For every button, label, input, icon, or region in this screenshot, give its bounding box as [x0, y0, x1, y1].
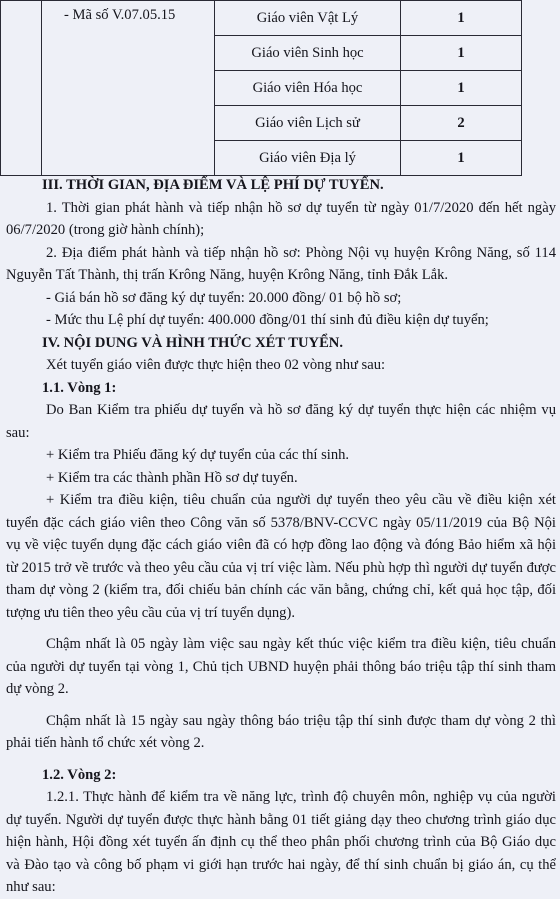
count-cell: 1: [401, 1, 522, 36]
paragraph: Chậm nhất là 15 ngày sau ngày thông báo triệu tập thí sinh được tham dự vòng 2 thì phải tiến hành tổ chức xét vòng 2.: [6, 712, 556, 751]
subject-cell: Giáo viên Hóa học: [215, 71, 401, 106]
subject-cell: Giáo viên Địa lý: [215, 141, 401, 176]
subject-cell: Giáo viên Lịch sử: [215, 106, 401, 141]
paragraph: 2. Địa điểm phát hành và tiếp nhận hồ sơ: Phòng Nội vụ huyện Krông Năng, số 114 Nguyễn Tất Thành, thị trấn Krông Năng, huyện Krông Năng, tỉnh Đắk Lắk.: [6, 244, 556, 283]
subject-cell: Giáo viên Sinh học: [215, 36, 401, 71]
document-body: [0, 174, 560, 899]
subject-cell: Giáo viên Vật Lý: [215, 1, 401, 36]
subsection-heading: 1.1. Vòng 1:: [42, 379, 117, 396]
paragraph: Xét tuyển giáo viên được thực hiện theo 02 vòng như sau:: [46, 357, 386, 373]
positions-table: [0, 0, 522, 176]
list-item: + Kiểm tra các thành phần Hồ sơ dự tuyển.: [46, 469, 298, 486]
count-cell: 1: [401, 36, 522, 71]
paragraph: 1.2.1. Thực hành để kiểm tra về năng lực, trình độ chuyên môn, nghiệp vụ của người dự tuyển. Người dự tuyển được thực hành bằng 01 tiết giảng dạy theo chương trình giáo dục hiện hành, Hội đồng xét tuyển ấn định cụ thể theo phân phối chương trình của Bộ Giáo dục và Đào tạo và công bố phạm vi giới hạn trước hai ngày, để thí sinh chuẩn bị giáo án, cụ thể như sau:: [6, 789, 556, 895]
paragraph: - Giá bán hồ sơ đăng ký dự tuyển: 20.000 đồng/ 01 bộ hồ sơ;: [46, 289, 402, 306]
table-cell-code: [42, 1, 215, 176]
subsection-heading: 1.2. Vòng 2:: [42, 766, 117, 783]
section-heading: IV. NỘI DUNG VÀ HÌNH THỨC XÉT TUYỂN.: [42, 334, 343, 351]
count-cell: 2: [401, 106, 522, 141]
paragraph: Do Ban Kiểm tra phiếu dự tuyển và hồ sơ đăng ký dự tuyển thực hiện các nhiệm vụ sau:: [6, 402, 556, 441]
count-cell: 1: [401, 71, 522, 106]
list-item: + Kiểm tra Phiếu đăng ký dự tuyển của các thí sinh.: [46, 447, 350, 463]
table-row: [1, 1, 522, 36]
paragraph: - Mức thu Lệ phí dự tuyển: 400.000 đồng/01 thí sinh đủ điều kiện dự tuyển;: [46, 312, 489, 328]
table-cell-index: [1, 1, 42, 176]
count-cell: 1: [401, 141, 522, 176]
paragraph: 1. Thời gian phát hành và tiếp nhận hồ sơ dự tuyển từ ngày 01/7/2020 đến hết ngày 06/7/2020 (trong giờ hành chính);: [6, 199, 556, 238]
list-item: + Kiểm tra điều kiện, tiêu chuẩn của người dự tuyển theo yêu cầu về điều kiện xét tuyển đặc cách giáo viên theo Công văn số 5378/BNV-CCVC ngày 05/11/2019 của Bộ Nội vụ về việc tuyển dụng đặc cách giáo viên đã có hợp đồng lao động và đóng Bảo hiểm xã hội từ 2015 trở về trước và theo yêu cầu của vị trí việc làm. Nếu phù hợp thì người dự tuyển được tham dự vòng 2 (kiểm tra, đối chiếu bản chính các văn bằng, chứng chỉ, kết quả học tập, đối tượng ưu tiên theo yêu cầu của vị trí tuyển dụng).: [6, 492, 556, 621]
paragraph: Chậm nhất là 05 ngày làm việc sau ngày kết thúc việc kiểm tra điều kiện, tiêu chuẩn của người dự tuyển tại vòng 1, Chủ tịch UBND huyện phải thông báo triệu tập thí sinh tham dự vòng 2.: [6, 636, 556, 697]
section-heading: III. THỜI GIAN, ĐỊA ĐIỂM VÀ LỆ PHÍ DỰ TUYỂN.: [42, 177, 384, 193]
position-code: - Mã số V.07.05.15: [64, 7, 176, 23]
